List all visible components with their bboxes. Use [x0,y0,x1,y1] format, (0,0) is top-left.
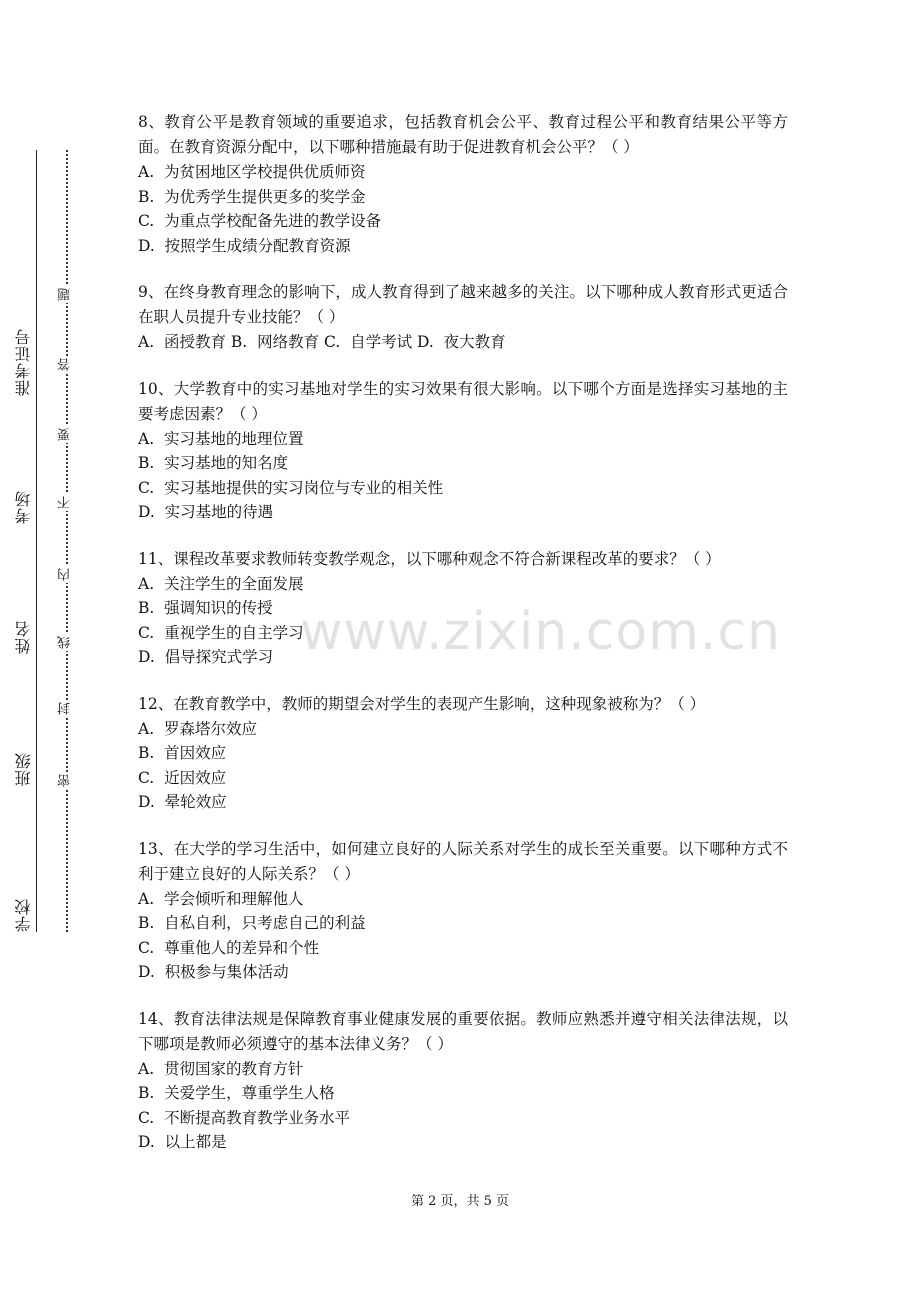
option-b: B. 实习基地的知名度 [138,454,289,472]
sealing-dotted-line [66,150,68,932]
name-label: 姓名 [14,620,33,654]
seal-char-da: 答 [58,358,73,371]
option-a: A. 罗森塔尔效应 [138,719,257,738]
question-8 [138,110,788,258]
option-d: D. 以上都是 [138,1133,227,1151]
option-c: C. 实习基地提供的实习岗位与专业的相关性 [138,478,444,497]
seal-char-feng: 封 [58,702,73,715]
seal-char-bu: 不 [58,496,73,509]
question-11 [138,547,788,670]
watermark-text: www.zixin.com.cn [300,602,781,662]
option-line: A. 函授教育 B. 网络教育 C. 自学考试 D. 夜大教育 [138,333,506,351]
seal-char-ti: 题 [58,288,73,301]
option-a: A. 学会倾听和理解他人 [138,889,304,908]
option-c: C. 重视学生的自主学习 [138,623,304,642]
ticket-number-label: 准考证号 [14,328,33,396]
question-12 [138,692,788,815]
option-b: B. 关爱学生，尊重学生人格 [138,1084,335,1102]
binding-margin [0,0,80,1302]
option-d: D. 实习基地的待遇 [138,503,274,521]
option-d: D. 晕轮效应 [138,793,227,811]
binding-solid-line [36,150,37,932]
question-stem: 13、在大学的学习生活中，如何建立良好的人际关系对学生的成长至关重要。以下哪种方式不利于建立良好的人际关系？（ ） [138,839,788,883]
option-a: A. 实习基地的地理位置 [138,429,304,448]
option-a: A. 贯彻国家的教育方针 [138,1059,304,1078]
seal-char-nei: 内 [58,568,73,581]
question-stem: 14、教育法律法规是保障教育事业健康发展的重要依据。教师应熟悉并遵守相关法律法规，以下哪项是教师必须遵守的基本法律义务？（ ） [138,1009,788,1053]
question-stem: 11、课程改革要求教师转变教学观念，以下哪种观念不符合新课程改革的要求？（ ） [138,549,721,568]
option-c: C. 不断提高教育教学业务水平 [138,1108,351,1127]
option-b: B. 首因效应 [138,744,227,762]
option-c: C. 为重点学校配备先进的教学设备 [138,212,382,230]
page-footer: 第 2 页，共 5 页 [410,1194,510,1209]
option-b: B. 自私自利，只考虑自己的利益 [138,914,366,932]
option-a: A. 为贫困地区学校提供优质师资 [138,163,366,181]
question-10 [138,377,788,525]
seal-char-yao: 要 [58,428,73,441]
question-list [138,110,788,1177]
question-stem: 9、在终身教育理念的影响下，成人教育得到了越来越多的关注。以下哪种成人教育形式更适合在职人员提升专业技能？（ ） [138,283,788,326]
question-stem: 10、大学教育中的实习基地对学生的实习效果有很大影响。以下哪个方面是选择实习基地的主要考虑因素？（ ） [138,379,788,423]
option-c: C. 尊重他人的差异和个性 [138,938,320,957]
seal-char-xian: 线 [58,636,73,649]
option-c: C. 近因效应 [138,768,227,787]
question-14 [138,1007,788,1155]
option-d: D. 按照学生成绩分配教育资源 [138,236,351,255]
class-label: 班级 [14,752,33,786]
option-d: D. 积极参与集体活动 [138,963,289,981]
question-stem: 8、教育公平是教育领域的重要追求，包括教育机会公平、教育过程公平和教育结果公平等方面。在教育资源分配中，以下哪种措施最有助于促进教育机会公平？（ ） [138,113,788,156]
option-d: D. 倡导探究式学习 [138,648,274,666]
exam-room-label: 考场 [14,490,33,524]
option-a: A. 关注学生的全面发展 [138,574,304,593]
seal-char-mi: 密 [58,774,73,787]
question-13 [138,837,788,985]
school-label: 学校 [14,898,33,932]
question-9 [138,280,788,355]
option-b: B. 为优秀学生提供更多的奖学金 [138,187,366,206]
option-b: B. 强调知识的传授 [138,599,273,617]
question-stem: 12、在教育教学中，教师的期望会对学生的表现产生影响，这种现象被称为？（ ） [138,694,706,713]
